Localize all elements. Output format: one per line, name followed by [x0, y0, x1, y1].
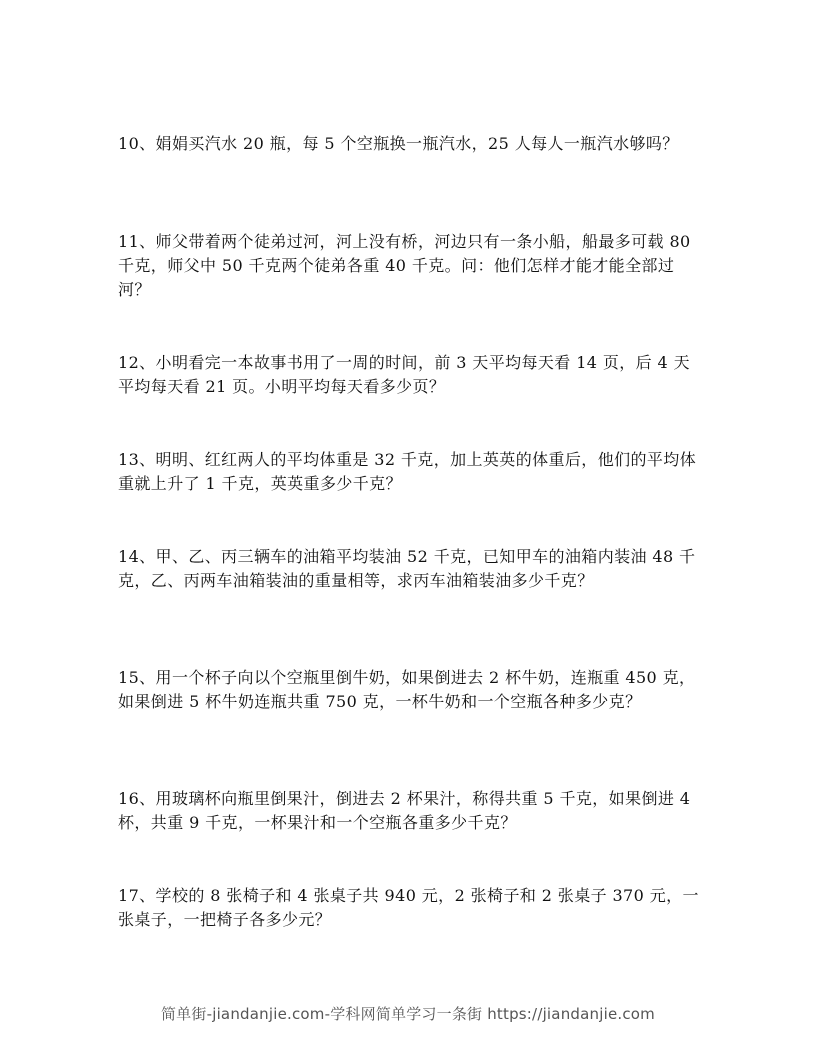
- problem-16: 16、用玻璃杯向瓶里倒果汁，倒进去 2 杯果汁，称得共重 5 千克，如果倒进 4 杯，共重 9 千克，一杯果汁和一个空瓶各重多少千克？: [118, 789, 691, 832]
- problem-14: 14、甲、乙、丙三辆车的油箱平均装油 52 千克，已知甲车的油箱内装油 48 千克，乙、丙两车油箱装油的重量相等，求丙车油箱装油多少千克？: [118, 547, 696, 590]
- problem-12: 12、小明看完一本故事书用了一周的时间，前 3 天平均每天看 14 页，后 4 天平均每天看 21 页。小明平均每天看多少页？: [118, 353, 690, 396]
- problem-11: 11、师父带着两个徒弟过河，河上没有桥，河边只有一条小船，船最多可载 80 千克，师父中 50 千克两个徒弟各重 40 千克。问：他们怎样才能才能全部过河？: [118, 232, 691, 299]
- problem-17: 17、学校的 8 张椅子和 4 张桌子共 940 元，2 张椅子和 2 张桌子 370 元，一张桌子，一把椅子各多少元？: [118, 886, 699, 929]
- problem-13: 13、明明、红红两人的平均体重是 32 千克，加上英英的体重后，他们的平均体重就上升了 1 千克，英英重多少千克？: [118, 450, 697, 493]
- problem-15: 15、用一个杯子向以个空瓶里倒牛奶，如果倒进去 2 杯牛奶，连瓶重 450 克，如果倒进 5 杯牛奶连瓶共重 750 克，一杯牛奶和一个空瓶各种多少克？: [118, 668, 696, 711]
- problem-10: 10、娟娟买汽水 20 瓶，每 5 个空瓶换一瓶汽水，25 人每人一瓶汽水够吗？: [118, 134, 679, 153]
- page-footer-watermark: 简单街-jiandanjie.com-学科网简单学习一条街 https://jiandanjie.com: [160, 1005, 655, 1023]
